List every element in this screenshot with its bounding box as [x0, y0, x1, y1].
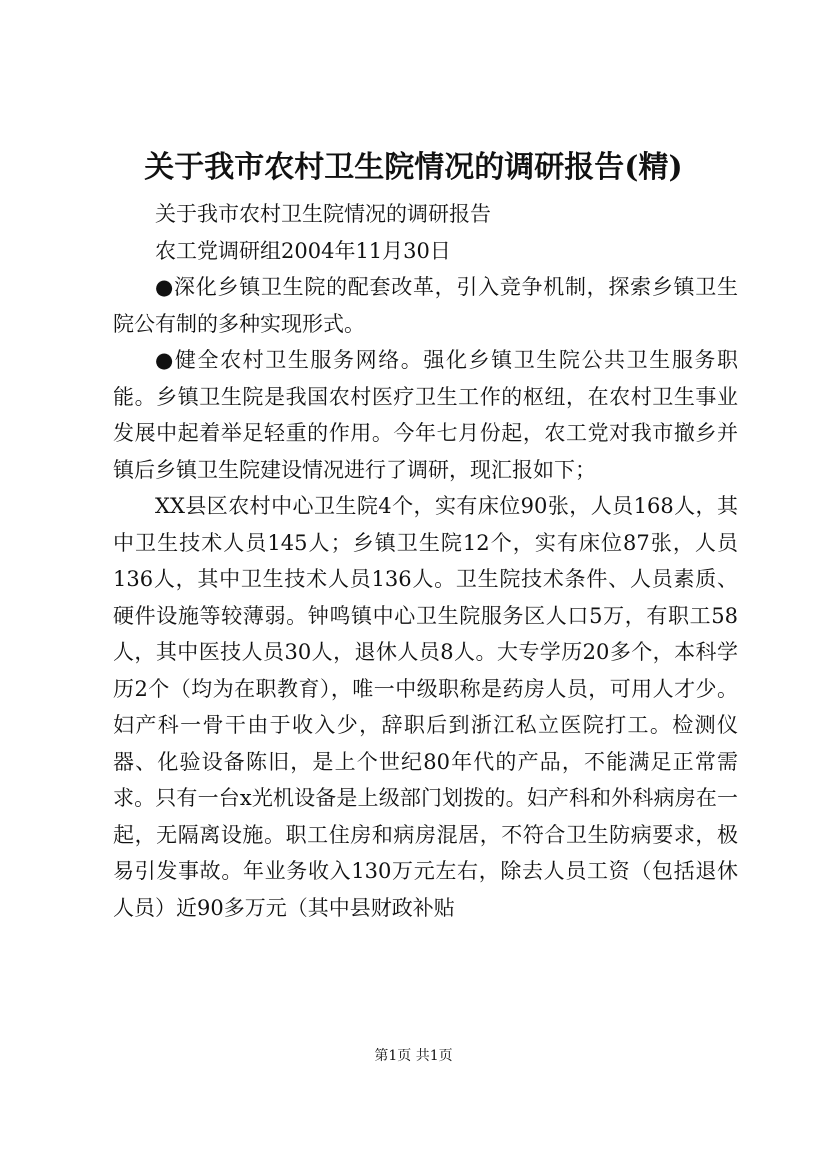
report-byline: 农工党调研组2004年11月30日 [155, 238, 451, 263]
body-paragraph: XX县区农村中心卫生院4个，实有床位90张，人员168人，其中卫生技术人员145人；乡镇卫生院12个，实有床位87张，人员136人，其中卫生技术人员136人。卫生院技术条件、人员素质、硬件设施等较薄弱。钟鸣镇中心卫生院服务区人口5万，有职工58人，其中医技人员30人，退休人员8人。大专学历20多个，本科学历2个（均为在职教育），唯一中级职称是药房人员，可用人才少。妇产科一骨干由于收入少，辞职后到浙江私立医院打工。检测仪器、化验设备陈旧，是上个世纪80年代的产品，不能满足正常需求。只有一台x光机设备是上级部门划拨的。妇产科和外科病房在一起，无隔离设施。职工住房和病房混居，不符合卫生防病要求，极易引发事故。年业务收入130万元左右，除去人员工资（包括退休人员）近90多万元（其中县财政补贴 [113, 494, 738, 920]
body-paragraph: ●深化乡镇卫生院的配套改革，引入竞争机制，探索乡镇卫生院公有制的多种实现形式。 [113, 275, 738, 336]
report-subtitle: 关于我市农村卫生院情况的调研报告 [155, 202, 491, 226]
document-body [113, 196, 738, 926]
document-title: 关于我市农村卫生院情况的调研报告(精) [144, 150, 683, 185]
page-number: 第1页 共1页 [374, 1048, 453, 1064]
body-paragraph: ●健全农村卫生服务网络。强化乡镇卫生院公共卫生服务职能。乡镇卫生院是我国农村医疗卫生工作的枢纽，在农村卫生事业发展中起着举足轻重的作用。今年七月份起，农工党对我市撤乡并镇后乡镇卫生院建设情况进行了调研，现汇报如下； [113, 348, 738, 482]
